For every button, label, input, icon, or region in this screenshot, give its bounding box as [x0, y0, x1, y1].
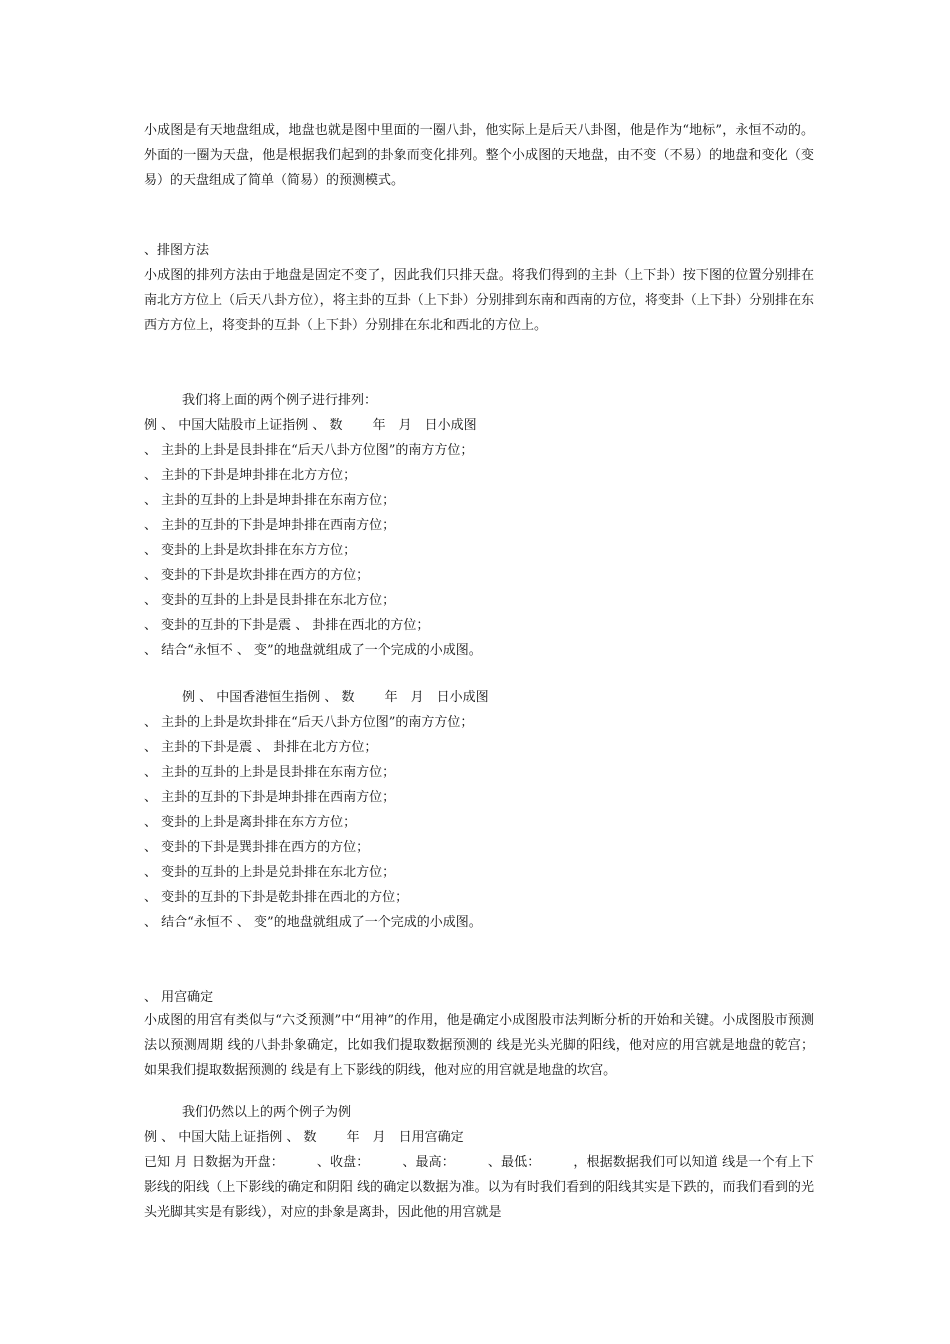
example2-line: 、 主卦的上卦是坎卦排在“后天八卦方位图”的南方方位；	[144, 715, 474, 730]
example1-line: 、 主卦的下卦是坤卦排在北方方位；	[144, 468, 357, 483]
example1-line: 、 变卦的互卦的上卦是艮卦排在东北方位；	[144, 593, 396, 608]
example3-title: 例 、 中国大陆上证指例 、 数 年 月 日用宫确定	[144, 1130, 464, 1145]
section2-title: 、 用宫确定	[144, 990, 214, 1005]
example2-line: 、 变卦的上卦是离卦排在东方方位；	[144, 815, 357, 830]
examples-intro-2: 我们仍然以上的两个例子为例	[182, 1105, 352, 1120]
section1-body: 小成图的排列方法由于地盘是固定不变了，因此我们只排天盘。将我们得到的主卦（上下卦）按下图的位置分别排在南北方方位上（后天八卦方位），将主卦的互卦（上下卦）分别排到东南和西南的方位，将变卦（上下卦）分别排在东西方方位上，将变卦的互卦（上下卦）分别排在东北和西北的方位上。	[144, 268, 814, 333]
example1-title: 例 、 中国大陆股市上证指例 、 数 年 月 日小成图	[144, 418, 477, 433]
example1-line: 、 变卦的上卦是坎卦排在东方方位；	[144, 543, 357, 558]
example2-line: 、 主卦的互卦的下卦是坤卦排在西南方位；	[144, 790, 396, 805]
example3-body: 已知 月 日数据为开盘： 、收盘： 、最高： 、最低： ，根据数据我们可以知道 线是一个有上下影线的阳线（上下影线的确定和阴阳 线的确定以数据为准。以为有时我们看到的阳线其实是下跌的，而我们看到的光头光脚其实是有影线），对应的卦象是离卦，因此他的用宫就是	[144, 1155, 814, 1220]
example1-line: 、 主卦的互卦的下卦是坤卦排在西南方位；	[144, 518, 396, 533]
example2-line: 、 变卦的下卦是巽卦排在西方的方位；	[144, 840, 370, 855]
example1-line: 、 变卦的互卦的下卦是震 、 卦排在西北的方位；	[144, 618, 430, 633]
example2-title: 例 、 中国香港恒生指例 、 数 年 月 日小成图	[182, 690, 489, 705]
example1-line: 、 主卦的互卦的上卦是坤卦排在东南方位；	[144, 493, 396, 508]
section2-body: 小成图的用宫有类似与“六爻预测”中“用神”的作用，他是确定小成图股市法判断分析的开始和关键。小成图股市预测法以预测周期 线的八卦卦象确定，比如我们提取数据预测的 线是光头光脚的阳线，他对应的用宫就是地盘的乾宫；如果我们提取数据预测的 线是有上下影线的阴线，他对应的用宫就是地盘的坎宫。	[144, 1013, 814, 1078]
intro-paragraph: 小成图是有天地盘组成，地盘也就是图中里面的一圈八卦，他实际上是后天八卦图，他是作为“地标”，永恒不动的。外面的一圈为天盘，他是根据我们起到的卦象而变化排列。整个小成图的天地盘，由不变（不易）的地盘和变化（变易）的天盘组成了简单（简易）的预测模式。	[144, 123, 814, 188]
example2-line: 、 主卦的下卦是震 、 卦排在北方方位；	[144, 740, 378, 755]
section1-title: 、排图方法	[144, 243, 210, 258]
example2-line: 、 主卦的互卦的上卦是艮卦排在东南方位；	[144, 765, 396, 780]
example1-line: 、 变卦的下卦是坎卦排在西方的方位；	[144, 568, 370, 583]
example2-line: 、 变卦的互卦的上卦是兑卦排在东北方位；	[144, 865, 396, 880]
example2-line: 、 变卦的互卦的下卦是乾卦排在西北的方位；	[144, 890, 409, 905]
example2-line: 、 结合“永恒不 、 变”的地盘就组成了一个完成的小成图。	[144, 915, 482, 930]
example1-line: 、 结合“永恒不 、 变”的地盘就组成了一个完成的小成图。	[144, 643, 482, 658]
example1-line: 、 主卦的上卦是艮卦排在“后天八卦方位图”的南方方位；	[144, 443, 474, 458]
examples-intro: 我们将上面的两个例子进行排列：	[182, 393, 378, 408]
